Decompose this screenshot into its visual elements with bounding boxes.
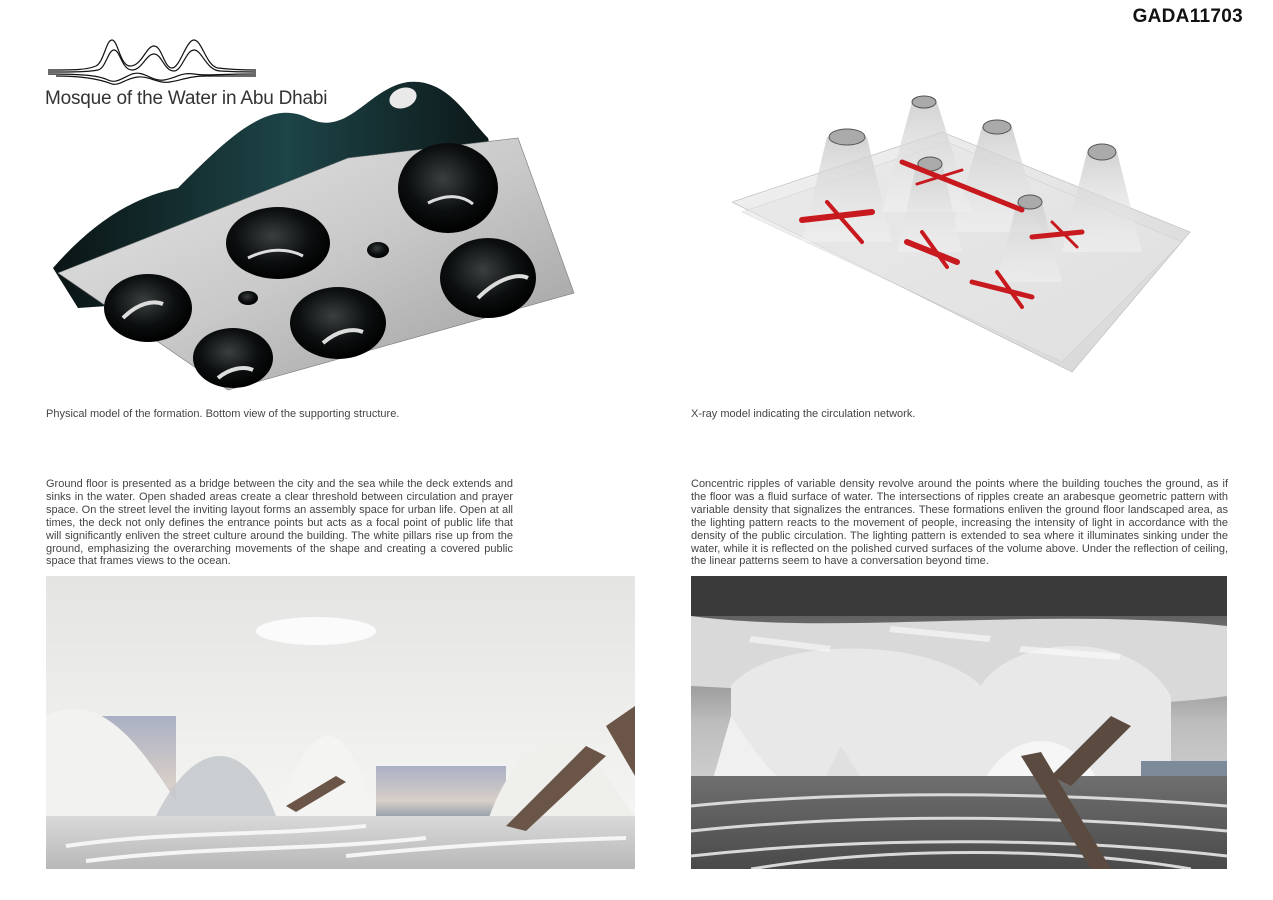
project-title: Mosque of the Water in Abu Dhabi (45, 88, 328, 109)
right-description: Concentric ripples of variable density revolve around the points where the building touches the ground, as if the floor was a fluid surface of water. The intersections of ripples create an arabesque geometric pattern with variable density that signalizes the entrances. These formations enliven the ground floor landscaped area, as the lighting pattern reacts to the movement of people, increasing the intensity of light in accordance with the density of the public circulation. The lighting pattern is extended to sea where it illuminates sinking under the water, while it is reflected on the polished curved surfaces of the volume above. Under the reflection of ceiling, the linear patterns seem to have a conversation beyond time. (691, 478, 1228, 568)
physical-model-caption: Physical model of the formation. Bottom view of the supporting structure. (46, 408, 400, 420)
left-description: Ground floor is presented as a bridge between the city and the sea while the deck extends and sinks in the water. Open shaded areas create a clear threshold between circulation and prayer space. On the street level the inviting layout forms an assembly space for urban life. Open at all times, the deck not only defines the entrance points but acts as a focal point of public life that will significantly enliven the street culture around the building. The white pillars rise up from the ground, emphasizing the overarching movements of the shape and creating a covered public space that frames views to the ocean. (46, 478, 513, 568)
render-right-image (691, 576, 1227, 869)
render-left-image (46, 576, 635, 869)
project-code: GADA11703 (1132, 6, 1243, 27)
xray-model-image (732, 92, 1192, 374)
physical-model-image (48, 78, 576, 398)
xray-model-caption: X-ray model indicating the circulation network. (691, 408, 916, 420)
